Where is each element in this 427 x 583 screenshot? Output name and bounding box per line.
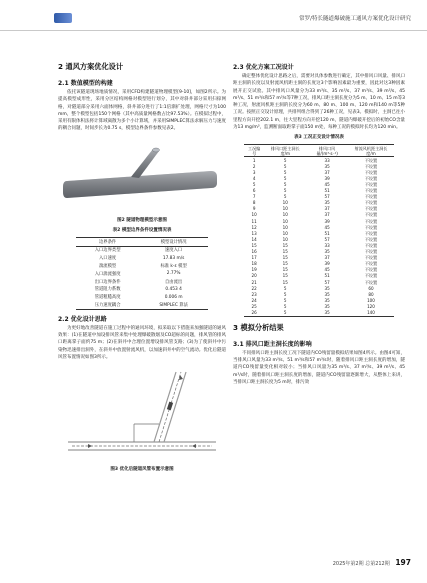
table-cell: 10 bbox=[282, 212, 288, 218]
boundary-conditions-table bbox=[76, 237, 208, 310]
table-cell: 不设置 bbox=[364, 169, 378, 175]
table-cell: 不设置 bbox=[364, 206, 378, 212]
table-cell: 入口边界类型 bbox=[94, 248, 121, 254]
table-cell: 35 bbox=[324, 291, 330, 297]
table-cell: 45 bbox=[324, 182, 330, 187]
table-cell: 19 bbox=[251, 267, 257, 273]
table-cell: 14 bbox=[251, 236, 257, 242]
table-cell: 湍流模型 bbox=[99, 264, 117, 270]
right-column bbox=[233, 62, 405, 389]
table-cell: 16 bbox=[251, 249, 257, 255]
table-cell: 35 bbox=[324, 249, 330, 255]
table-cell: 出口边界条件 bbox=[94, 279, 121, 285]
table-cell: 不设置 bbox=[364, 163, 378, 169]
table-cell: 10 bbox=[282, 224, 288, 230]
table-cell: 51 bbox=[324, 230, 330, 236]
table-row bbox=[76, 301, 208, 309]
table-cell: 15 bbox=[282, 242, 288, 248]
table-cell: 5 bbox=[252, 182, 256, 187]
table-cell: 0.006 m bbox=[164, 294, 183, 300]
table-cell: 4 bbox=[252, 175, 256, 181]
table-cell: 100 bbox=[367, 297, 375, 303]
table-cell: 1 bbox=[252, 157, 256, 163]
subsection-3-1-paragraph: 不同排风口距主洞长度工况下隧道内CO残留量模拟结果如图4所示。由图4可知，当排风口风量为33 m³/s、51 m³/s和57 m³/s时，随着排风口距主洞长度的增加，隧道内CO残留量变化相对较小；当排风口风量为35 m³/s、37 m³/s、39 m³/s、45 m³/s时，随着排风口距主洞长度的增加，隧道内CO残留量逐渐增大，从整体上来讲，当排风口距主洞长度为5 m时，排污效 bbox=[233, 350, 405, 385]
table-cell: 5 bbox=[283, 182, 287, 187]
table-cell: 5 bbox=[283, 163, 287, 169]
table-cell: 39 bbox=[324, 175, 330, 181]
table-cell: SIMPLEC 算法 bbox=[139, 301, 208, 309]
table-cell: 37 bbox=[324, 169, 330, 175]
table-cell: 45 bbox=[324, 267, 330, 273]
table-cell: 45 bbox=[324, 224, 330, 230]
table-row bbox=[76, 285, 208, 293]
table-cell: 不设置 bbox=[364, 224, 378, 230]
table-cell: 37 bbox=[324, 212, 330, 218]
table-row bbox=[244, 310, 394, 317]
table-cell: 35 bbox=[324, 303, 330, 309]
table-cell: 不设置 bbox=[364, 200, 378, 206]
subsection-2-2-heading: 2.2 优化设计思路 bbox=[58, 315, 107, 323]
table-row bbox=[76, 262, 208, 270]
table-cell: 标准 k-ε 模型 bbox=[160, 264, 187, 270]
table-cell: 13 bbox=[251, 230, 257, 236]
table-cell: 33 bbox=[324, 157, 330, 163]
table-header-cell: 模型设计情况 bbox=[139, 237, 208, 246]
table-cell: 不设置 bbox=[364, 175, 378, 181]
table-cell: 不设置 bbox=[364, 267, 378, 273]
table-cell: 不设置 bbox=[364, 236, 378, 242]
jet-fan-icon bbox=[167, 402, 173, 411]
table-cell: 35 bbox=[324, 163, 330, 169]
table-cell: 26 bbox=[244, 310, 264, 317]
table-header-cell: 射流风机距主洞长度/m bbox=[348, 145, 394, 157]
table-cell: 15 bbox=[282, 255, 288, 261]
table-cell: 5 bbox=[283, 297, 287, 303]
table-cell: 57 bbox=[324, 236, 330, 242]
table-cell: 35 bbox=[324, 285, 330, 291]
table-cell: 17 bbox=[251, 255, 257, 261]
table-header-cell: 排风口距主洞长度/m bbox=[264, 145, 306, 157]
table-cell: 不设置 bbox=[364, 273, 378, 279]
table-cell: 8 bbox=[252, 200, 256, 206]
table-cell: 5 bbox=[283, 285, 287, 291]
table-header-cell: 排风口风量/(m³·s⁻¹) bbox=[306, 145, 348, 157]
table-cell: 不设置 bbox=[364, 255, 378, 261]
table-cell: 不设置 bbox=[364, 218, 378, 224]
table-cell: 压力速度耦合 bbox=[76, 301, 139, 309]
table-cell: 57 bbox=[324, 279, 330, 285]
table-cell: 入口湍流强度 bbox=[94, 271, 121, 277]
table-cell: 10 bbox=[282, 230, 288, 236]
subsection-3-1-heading: 3.1 排风口距主洞长度的影响 bbox=[233, 340, 312, 348]
subsection-2-2-paragraph: 为更好地改善隧道在施工过程中的通风环境，拟采取以下措施来加强隧道的通风效果：(1)在隧道中加设排风管来集中处理爆破散烟及CO超标的问题，排风管的排风口距离掌子面约75 m；(2)在斜井中合理位置增设排风管支路；(3)为了使斜井中污染物迅速排出洞外，在斜井中放置射流风机，以加速斜井中的空气流动。优化后隧道风管布置情况如图3所示。 bbox=[58, 325, 226, 360]
tunnel-mesh-illustration bbox=[61, 137, 223, 215]
table-cell: 入口速度 bbox=[99, 256, 117, 262]
section-2-heading: 2 通风方案优化设计 bbox=[58, 62, 124, 71]
table-cell: 不设置 bbox=[364, 188, 378, 194]
table-cell: 25 bbox=[251, 303, 257, 309]
table-cell: 51 bbox=[324, 188, 330, 194]
table-cell: 管道粗糙高度 bbox=[94, 295, 121, 301]
table-cell: 10 bbox=[282, 218, 288, 224]
table-header-cell: 边界条件 bbox=[76, 237, 139, 246]
journal-logo bbox=[54, 13, 72, 23]
subsection-2-1-paragraph: 依托该隧道现场地质情况，采用CFD构建隧道物理模型[9-10]，如图2所示。为提高模型成形性，采用分区结构网格对模型进行划分，其中对斜井部分采用扫掠网格，对隧道部分采用六面体网格，斜井部分进行了1:1倍渐扩处理，网格尺寸为100 mm，整个模型包括150个网格（其中高质量网格数占比97.53%）。在模拟过程中，采用有限体积法将计算域离散为多个小计算域，并采用SIMPLEC算法求解压力与速度的耦合问题，时间步长为0.75 s，模型边界条件参数见表2。 bbox=[58, 90, 226, 132]
table-cell: 80 bbox=[368, 291, 374, 297]
table-cell: 0.453 4 bbox=[165, 286, 182, 292]
issue-info: 2025年第2期 总第212期 bbox=[332, 561, 390, 567]
subsection-2-1-heading: 2.1 数值模型的构建 bbox=[58, 80, 113, 87]
table-cell: 39 bbox=[324, 261, 330, 267]
table-cell: 7 bbox=[252, 194, 256, 200]
duct-layout-figure bbox=[62, 364, 222, 464]
table-cell: 37 bbox=[324, 255, 330, 261]
subsection-2-3-paragraph: 确定整体优化设计思路之后，需要对具体参数进行确定，其中排风口风量、排风口距主洞的长度以及射流风机距主洞的长度这3个影响因素最为重要，因此对这3种因素展开正交试验。其中排风口风量分为33 m³/s、35 m³/s、37 m³/s、39 m³/s、45 m³/s、51 m³/s和57 m³/s等7种工况，排风口距主洞长度分为5 m、10 m、15 m等3种工况，射流风机距主洞的长度分为60 m、80 m、100 m、120 m和140 m等5种工况。按照正交设计原理，共排列组合得到了26种工况，见表3。模拟时，主洞已往小里程方向开挖202.1 m，往大里程方向开挖120 m，隧道内爆破开挖后的初始CO含量为13 mg/m³，监测断面取距掌子面150 m处，每种工况的模拟时长均为120 min。 bbox=[233, 74, 405, 131]
table-row bbox=[76, 270, 208, 278]
table-cell: 5 bbox=[283, 303, 287, 309]
table-cell: 2 bbox=[252, 163, 256, 169]
table-row bbox=[76, 278, 208, 286]
table-cell: 18 bbox=[251, 261, 257, 267]
table-cell: 20 bbox=[251, 273, 257, 279]
table-cell: 57 bbox=[324, 194, 330, 200]
table-cell: 35 bbox=[324, 200, 330, 206]
table-cell: 15 bbox=[282, 279, 288, 285]
section-3-heading: 3 模拟分析结果 bbox=[233, 322, 284, 332]
table-cell: 3 bbox=[252, 169, 256, 175]
table-cell: 9 bbox=[252, 206, 256, 212]
table-cell: 51 bbox=[324, 273, 330, 279]
table-cell: 39 bbox=[324, 218, 330, 224]
table-cell: 不设置 bbox=[364, 279, 378, 285]
table-row bbox=[76, 254, 208, 262]
table-cell: 不设置 bbox=[364, 212, 378, 218]
table-cell: 5 bbox=[283, 175, 287, 181]
table-cell: 不设置 bbox=[364, 194, 378, 200]
page-footer bbox=[333, 558, 411, 567]
table-cell: 6 bbox=[252, 188, 256, 194]
table-cell: 不设置 bbox=[364, 242, 378, 248]
table-cell: 17.83 m/s bbox=[162, 255, 185, 261]
table-cell: 不设置 bbox=[364, 182, 378, 187]
table-row bbox=[76, 293, 208, 301]
table-cell: 15 bbox=[282, 267, 288, 273]
page-number: 197 bbox=[395, 558, 411, 567]
table-cell: 10 bbox=[282, 236, 288, 242]
table-cell: 自由流出 bbox=[165, 279, 183, 285]
figure-3-caption: 图3 优化后隧道风管布置示意图 bbox=[110, 467, 174, 473]
table-cell: 35 bbox=[324, 297, 330, 303]
table-cell: 不设置 bbox=[364, 261, 378, 267]
duct-layout-diagram bbox=[62, 364, 222, 464]
table-cell: 33 bbox=[324, 242, 330, 248]
table-cell: 22 bbox=[251, 285, 257, 291]
table-cell: 5 bbox=[283, 157, 287, 163]
figure-2-caption: 图2 隧道物理模型示意图 bbox=[117, 217, 167, 223]
table-cell: 15 bbox=[282, 249, 288, 255]
running-title: 常罗/特长隧道爆破施工通风方案优化设计研究 bbox=[299, 16, 411, 22]
table-cell: 不设置 bbox=[364, 249, 378, 255]
table-cell: 10 bbox=[282, 200, 288, 206]
table-3-caption: 表3 工况正交设计情况表 bbox=[294, 135, 344, 141]
table-cell: 37 bbox=[324, 206, 330, 212]
table-row bbox=[244, 157, 394, 164]
table-2-caption: 表2 模型边界条件设置情况表 bbox=[112, 227, 172, 233]
table-cell: 5 bbox=[264, 310, 306, 317]
table-cell: 10 bbox=[251, 212, 257, 218]
table-row bbox=[76, 246, 208, 254]
table-cell: 15 bbox=[282, 273, 288, 279]
table-cell: 24 bbox=[251, 297, 257, 303]
subsection-2-3-heading: 2.3 优化方案工况设计 bbox=[233, 64, 294, 71]
tunnel-model-figure bbox=[61, 137, 223, 215]
orthogonal-design-table bbox=[244, 144, 394, 316]
table-cell: 不设置 bbox=[364, 230, 378, 236]
table-cell: 23 bbox=[251, 291, 257, 297]
table-cell: 5 bbox=[283, 194, 287, 200]
running-header bbox=[0, 6, 427, 31]
table-cell: 2.77% bbox=[166, 271, 181, 277]
table-cell: 5 bbox=[283, 188, 287, 194]
table-cell: 管道阻力系数 bbox=[94, 287, 121, 293]
table-cell: 15 bbox=[251, 242, 257, 248]
left-column bbox=[58, 62, 226, 476]
table-cell: 5 bbox=[283, 169, 287, 175]
table-cell: 不设置 bbox=[364, 157, 378, 163]
table-cell: 5 bbox=[283, 291, 287, 297]
table-cell: 15 bbox=[282, 261, 288, 267]
table-cell: 140 bbox=[348, 310, 394, 317]
table-cell: 11 bbox=[251, 218, 257, 224]
table-header-cell: 工况编号 bbox=[244, 145, 264, 157]
table-cell: 35 bbox=[306, 310, 348, 317]
table-cell: 21 bbox=[251, 279, 257, 285]
table-cell: 120 bbox=[367, 303, 375, 309]
table-cell: 速度入口 bbox=[165, 248, 183, 254]
table-cell: 12 bbox=[251, 224, 257, 230]
table-cell: 10 bbox=[282, 206, 288, 212]
table-cell: 60 bbox=[368, 285, 374, 291]
